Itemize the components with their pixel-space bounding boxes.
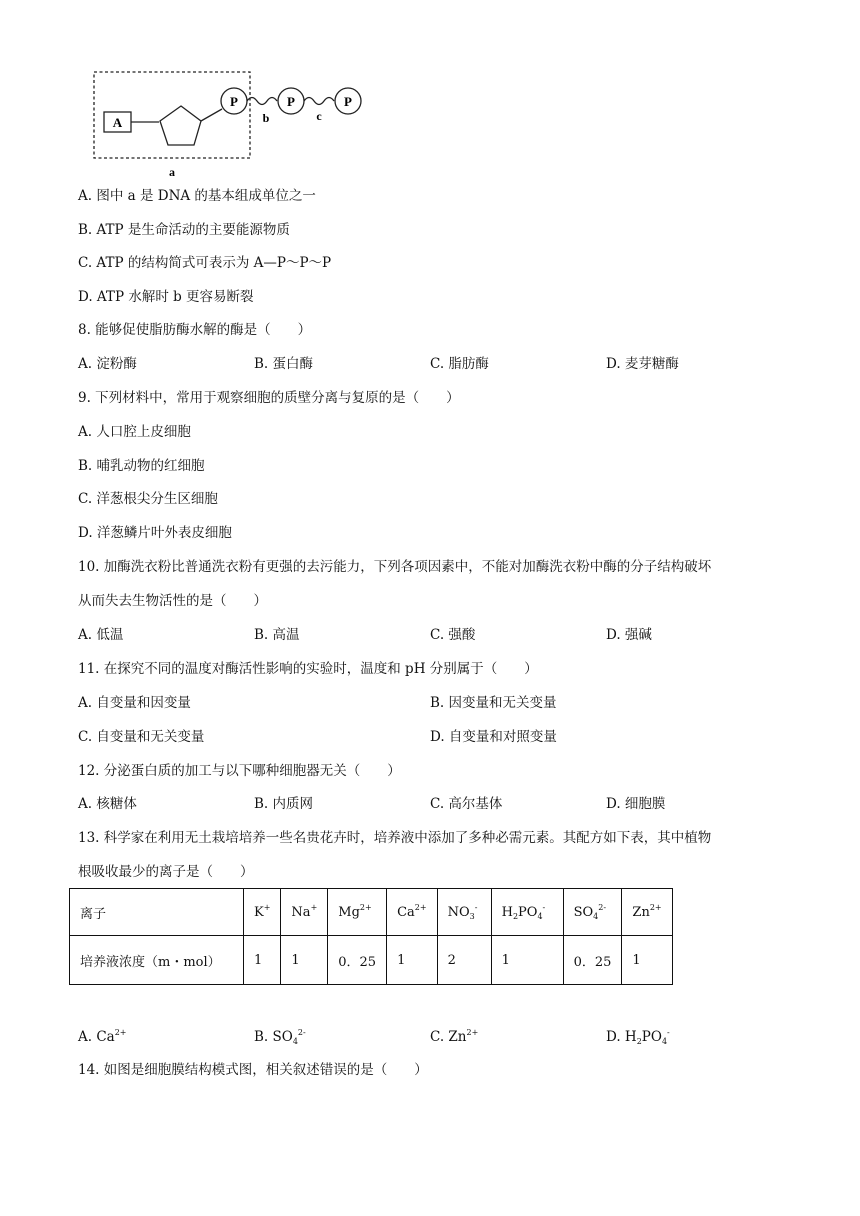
q13-stem-line2: 根吸收最少的离子是（ ） bbox=[78, 864, 254, 880]
q10-stem-line1: 10. 加酶洗衣粉比普通洗衣粉有更强的去污能力，下列各项因素中，不能对加酶洗衣粉中酶的分子结构破坏 bbox=[78, 559, 712, 575]
atp-structure-figure bbox=[88, 66, 378, 182]
bond-c-label: c bbox=[316, 109, 322, 123]
nutrient-solution-table bbox=[69, 888, 673, 985]
q8-stem: 8. 能够促使脂肪酶水解的酶是（ ） bbox=[78, 322, 312, 338]
q8-option-a: A. 淀粉酶 bbox=[78, 356, 137, 372]
q7-option-b: B. ATP 是生命活动的主要能源物质 bbox=[78, 222, 290, 238]
q13-option-b: B. $SO_4^{2-}$ bbox=[254, 1028, 306, 1046]
q12-option-d: D. 细胞膜 bbox=[606, 796, 666, 812]
q13-stem-line1: 13. 科学家在利用无土栽培培养一些名贵花卉时，培养液中添加了多种必需元素。其配方如下表，其中植物 bbox=[78, 830, 712, 846]
q10-stem-line2: 从而失去生物活性的是（ ） bbox=[78, 593, 267, 609]
q11-stem: 11. 在探究不同的温度对酶活性影响的实验时，温度和 pH 分别属于（ ） bbox=[78, 661, 538, 677]
q10-option-d: D. 强碱 bbox=[606, 627, 652, 643]
q11-option-d: D. 自变量和对照变量 bbox=[430, 729, 557, 745]
q13-option-d: D. $H_2PO_4^-$ bbox=[606, 1028, 670, 1046]
q8-option-b: B. 蛋白酶 bbox=[254, 356, 314, 372]
value-mg: 0．25 bbox=[328, 936, 387, 985]
ion-k: K+ bbox=[244, 889, 281, 936]
value-zn: 1 bbox=[622, 936, 672, 985]
ion-ca: $Ca^{2+}$ bbox=[387, 889, 438, 936]
value-h2po4: 1 bbox=[491, 936, 563, 985]
ribose-pentagon bbox=[160, 106, 201, 145]
table-header-concentration: 培养液浓度（m・mol） bbox=[70, 936, 244, 985]
q12-option-c: C. 高尔基体 bbox=[430, 796, 503, 812]
ion-so4: $SO_4^{2-}$ bbox=[563, 889, 622, 936]
q9-option-b: B. 哺乳动物的红细胞 bbox=[78, 458, 205, 474]
nucleotide-label: a bbox=[169, 165, 175, 179]
q7-option-a: A. 图中 a 是 DNA 的基本组成单位之一 bbox=[78, 188, 316, 204]
q12-option-a: A. 核糖体 bbox=[78, 796, 137, 812]
q9-option-c: C. 洋葱根尖分生区细胞 bbox=[78, 491, 218, 507]
q9-stem: 9. 下列材料中，常用于观察细胞的质壁分离与复原的是（ ） bbox=[78, 390, 460, 406]
bond-b-label: b bbox=[262, 111, 270, 125]
adenine-label: A bbox=[112, 115, 123, 130]
q11-option-a: A. 自变量和因变量 bbox=[78, 695, 191, 711]
ion-zn: $Zn^{2+}$ bbox=[622, 889, 672, 936]
value-na: 1 bbox=[281, 936, 328, 985]
q12-option-b: B. 内质网 bbox=[254, 796, 314, 812]
value-so4: 0．25 bbox=[563, 936, 622, 985]
table-row-concentration bbox=[70, 936, 673, 985]
value-k: 1 bbox=[244, 936, 281, 985]
q9-option-d: D. 洋葱鳞片叶外表皮细胞 bbox=[78, 525, 232, 541]
q12-stem: 12. 分泌蛋白质的加工与以下哪种细胞器无关（ ） bbox=[78, 763, 401, 779]
value-no3: 2 bbox=[437, 936, 491, 985]
ion-no3: $NO_3^-$ bbox=[437, 889, 491, 936]
table-row-ions bbox=[70, 889, 673, 936]
q7-option-d: D. ATP 水解时 b 更容易断裂 bbox=[78, 289, 254, 305]
q13-option-c: C. $Zn^{2+}$ bbox=[430, 1028, 479, 1045]
ion-na: Na+ bbox=[281, 889, 328, 936]
q10-option-b: B. 高温 bbox=[254, 627, 300, 643]
phosphate-3-label: P bbox=[344, 94, 352, 109]
ion-h2po4: $H_2PO_4^-$ bbox=[491, 889, 563, 936]
high-energy-bond-b bbox=[247, 98, 277, 105]
q11-option-b: B. 因变量和无关变量 bbox=[430, 695, 557, 711]
q13-option-a: A. $Ca^{2+}$ bbox=[78, 1028, 127, 1045]
q10-option-a: A. 低温 bbox=[78, 627, 124, 643]
q8-option-d: D. 麦芽糖酶 bbox=[606, 356, 679, 372]
q9-option-a: A. 人口腔上皮细胞 bbox=[78, 424, 191, 440]
q14-stem: 14. 如图是细胞膜结构模式图，相关叙述错误的是（ ） bbox=[78, 1062, 428, 1078]
q8-option-c: C. 脂肪酶 bbox=[430, 356, 489, 372]
phosphate-2-label: P bbox=[287, 94, 295, 109]
high-energy-bond-c bbox=[304, 98, 334, 105]
q11-option-c: C. 自变量和无关变量 bbox=[78, 729, 205, 745]
q10-option-c: C. 强酸 bbox=[430, 627, 476, 643]
q7-option-c: C. ATP 的结构简式可表示为 A—P～P～P bbox=[78, 255, 332, 271]
phosphate-1-label: P bbox=[230, 94, 238, 109]
ion-mg: $Mg^{2+}$ bbox=[328, 889, 387, 936]
table-header-ion: 离子 bbox=[70, 889, 244, 936]
value-ca: 1 bbox=[387, 936, 438, 985]
